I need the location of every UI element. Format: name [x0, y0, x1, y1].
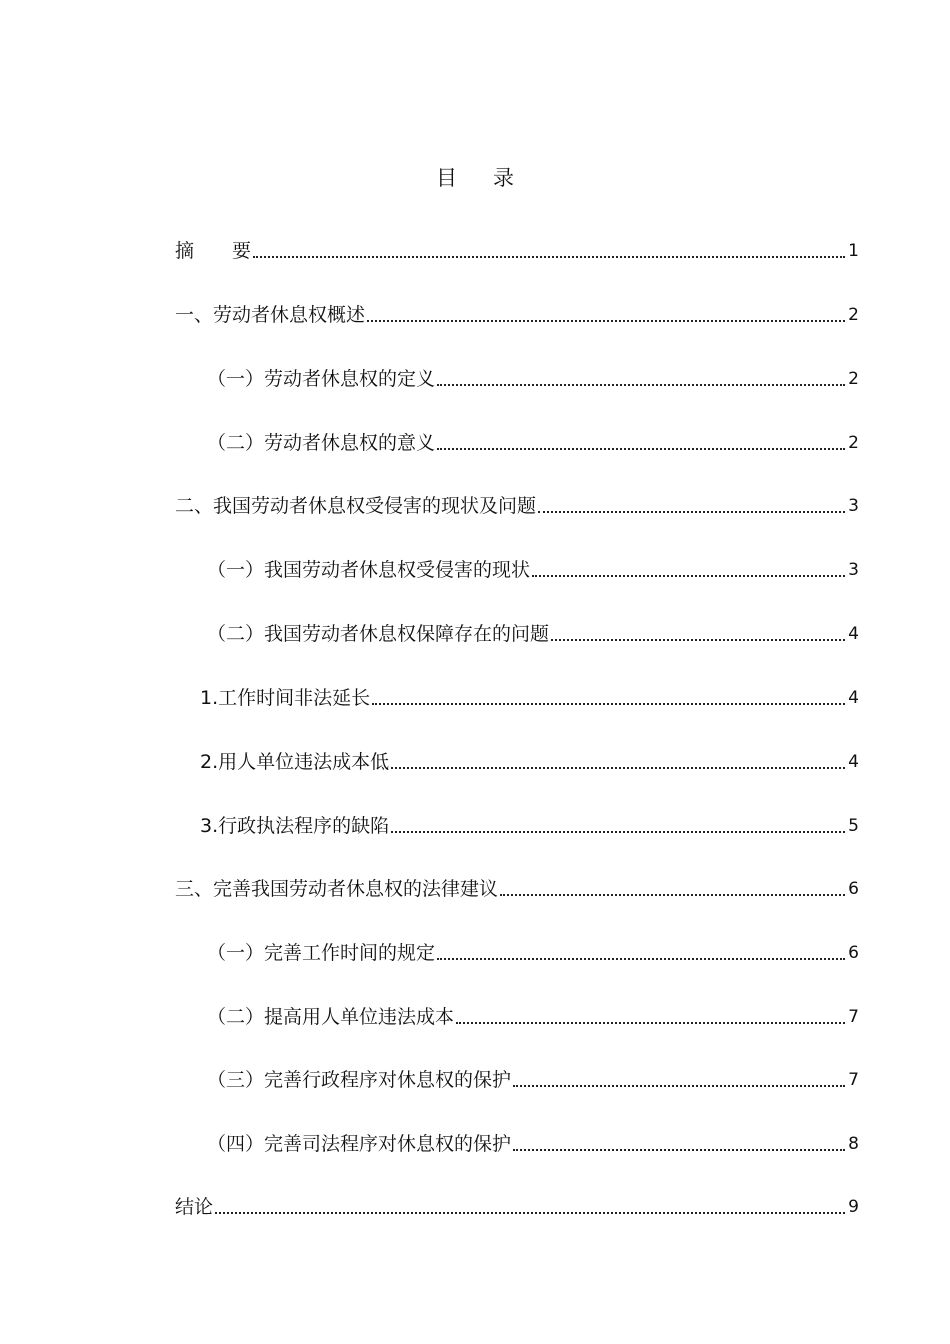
toc-entry-label: 三、完善我国劳动者休息权的法律建议 [175, 878, 499, 900]
toc-entry-label: 2.用人单位违法成本低 [200, 751, 390, 773]
toc-entry-label: （四）完善司法程序对休息权的保护 [207, 1133, 512, 1155]
toc-page-number: 9 [848, 1197, 859, 1217]
toc-entry-label: （二）提高用人单位违法成本 [207, 1006, 455, 1028]
dot-leader [437, 958, 845, 960]
toc-entry[interactable] [0, 685, 950, 711]
toc-page-number: 3 [848, 560, 859, 580]
toc-entry-label: 1.工作时间非法延长 [200, 687, 371, 709]
toc-entry-label: 摘 要 [175, 240, 252, 262]
toc-page-number: 2 [848, 305, 859, 325]
toc-entry[interactable] [0, 749, 950, 775]
dot-leader [437, 384, 845, 386]
dot-leader [456, 1022, 845, 1024]
toc-entry[interactable] [0, 621, 950, 647]
toc-page-number: 7 [848, 1007, 859, 1027]
toc-entry[interactable] [0, 238, 950, 264]
toc-entry[interactable] [0, 1004, 950, 1030]
toc-page-number: 4 [848, 752, 859, 772]
dot-leader [532, 575, 845, 577]
dot-leader [513, 1149, 845, 1151]
dot-leader [391, 767, 845, 769]
toc-entry[interactable] [0, 557, 950, 583]
dot-leader [538, 511, 845, 513]
dot-leader [372, 703, 845, 705]
dot-leader [215, 1212, 845, 1214]
toc-page-number: 4 [848, 688, 859, 708]
dot-leader [513, 1085, 845, 1087]
dot-leader [500, 894, 845, 896]
toc-entry-label: （一）完善工作时间的规定 [207, 942, 436, 964]
toc-page-number: 8 [848, 1134, 859, 1154]
toc-page-number: 1 [848, 241, 859, 261]
toc-page-number: 3 [848, 496, 859, 516]
toc-page-number: 6 [848, 943, 859, 963]
toc-entry[interactable] [0, 430, 950, 456]
dot-leader [437, 448, 845, 450]
toc-entry[interactable] [0, 366, 950, 392]
toc-page-number: 7 [848, 1070, 859, 1090]
toc-title-char-1: 目 [436, 166, 457, 190]
toc-page-number: 4 [848, 624, 859, 644]
toc-title-char-2: 录 [493, 166, 514, 190]
dot-leader [367, 320, 845, 322]
toc-entry[interactable] [0, 876, 950, 902]
toc-entry-label: （三）完善行政程序对休息权的保护 [207, 1069, 512, 1091]
toc-page-number: 2 [848, 369, 859, 389]
toc-title [0, 162, 950, 192]
toc-entry[interactable] [0, 302, 950, 328]
toc-entry-label: （一）我国劳动者休息权受侵害的现状 [207, 559, 531, 581]
toc-entry[interactable] [0, 493, 950, 519]
toc-entry-label: （二）我国劳动者休息权保障存在的问题 [207, 623, 550, 645]
toc-page-number: 5 [848, 816, 859, 836]
toc-page-number: 6 [848, 879, 859, 899]
toc-entry[interactable] [0, 1067, 950, 1093]
toc-entry-label: 结论 [175, 1196, 214, 1218]
dot-leader [391, 831, 845, 833]
toc-entry-label: 一、劳动者休息权概述 [175, 304, 366, 326]
toc-entry[interactable] [0, 1131, 950, 1157]
toc-entry-label: 二、我国劳动者休息权受侵害的现状及问题 [175, 495, 537, 517]
toc-entry-label: （二）劳动者休息权的意义 [207, 432, 436, 454]
toc-entry-label: （一）劳动者休息权的定义 [207, 368, 436, 390]
toc-page-number: 2 [848, 433, 859, 453]
dot-leader [253, 256, 845, 258]
toc-entry-label: 3.行政执法程序的缺陷 [200, 815, 390, 837]
dot-leader [551, 639, 845, 641]
toc-entry[interactable] [0, 813, 950, 839]
toc-entry[interactable] [0, 1194, 950, 1220]
toc-entry[interactable] [0, 940, 950, 966]
